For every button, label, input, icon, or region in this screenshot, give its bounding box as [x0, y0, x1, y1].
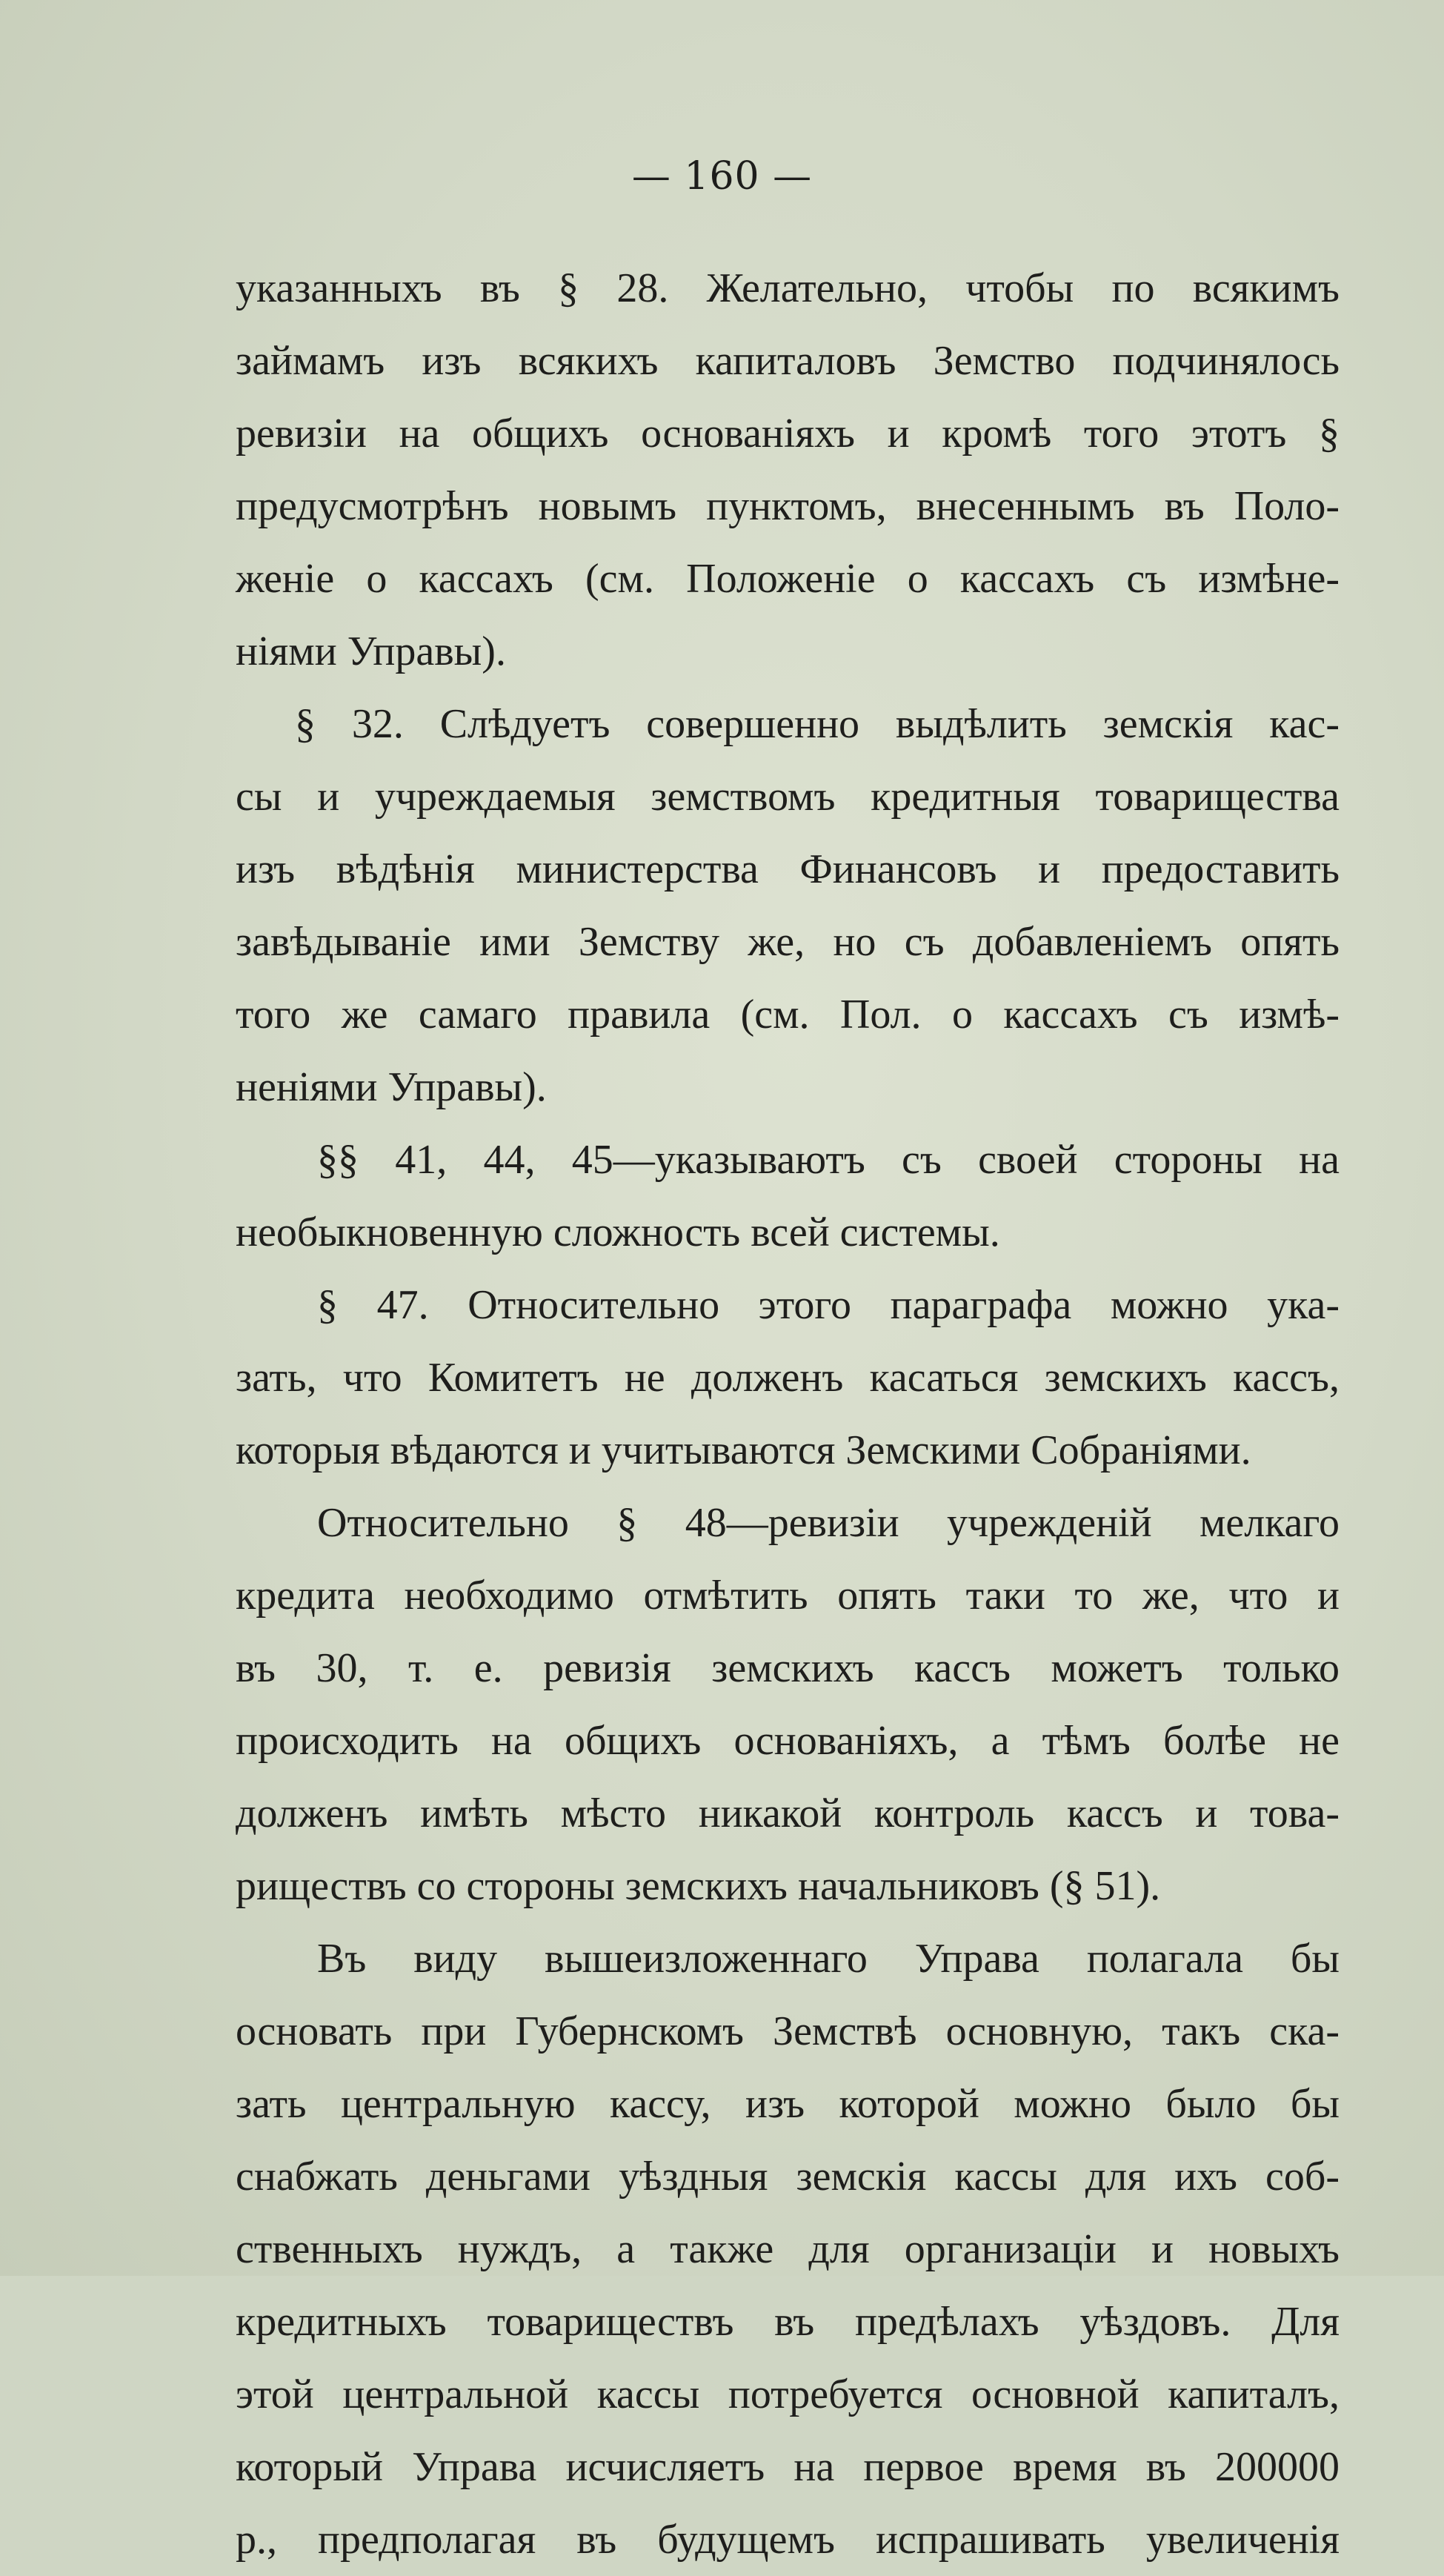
text-line: въ 30, т. е. ревизія земскихъ кассъ можетъ только	[236, 1645, 1340, 1691]
body-text	[236, 252, 1340, 2576]
text-line: §§ 41, 44, 45—указываютъ съ своей стороны на	[317, 1137, 1340, 1183]
text-line: женіе о кассахъ (см. Положеніе о кассахъ съ измѣне-	[236, 556, 1340, 602]
text-line: зать, что Комитетъ не долженъ касаться земскихъ кассъ,	[236, 1355, 1340, 1401]
text-line: указанныхъ въ § 28. Желательно, чтобы по всякимъ	[236, 265, 1340, 311]
text-line: зать центральную кассу, изъ которой можно было бы	[236, 2081, 1340, 2127]
text-line: происходить на общихъ основаніяхъ, а тѣмъ болѣе не	[236, 1718, 1340, 1764]
text-line: кредитныхъ товариществъ въ предѣлахъ уѣздовъ. Для	[236, 2299, 1340, 2345]
text-line: долженъ имѣть мѣсто никакой контроль кассъ и това-	[236, 1790, 1340, 1836]
text-line: Въ виду вышеизложеннаго Управа полагала бы	[317, 1936, 1340, 1982]
text-line: кредита необходимо отмѣтить опять таки то же, что и	[236, 1573, 1340, 1619]
text-line: которыя вѣдаются и учитываются Земскими Собраніями.	[236, 1427, 1251, 1473]
text-line: этой центральной кассы потребуется основной капиталъ,	[236, 2371, 1340, 2417]
text-line: сы и учреждаемыя земствомъ кредитныя товарищества	[236, 774, 1340, 820]
text-line: неніями Управы).	[236, 1064, 547, 1110]
text-line: риществъ со стороны земскихъ начальниковъ (§ 51).	[236, 1863, 1161, 1909]
text-line: основать при Губернскомъ Земствѣ основную, такъ ска-	[236, 2008, 1340, 2054]
text-line: ственныхъ нуждъ, а также для организаціи и новыхъ	[236, 2226, 1340, 2272]
page-number: — 160 —	[631, 154, 813, 199]
text-line: § 32. Слѣдуетъ совершенно выдѣлить земскія кас-	[295, 701, 1340, 747]
text-line: необыкновенную сложность всей системы.	[236, 1209, 1000, 1255]
text-line: р., предполагая въ будущемъ испрашивать увеличенія	[236, 2517, 1340, 2563]
text-line: ревизіи на общихъ основаніяхъ и кромѣ того этотъ §	[236, 411, 1340, 457]
text-line: предусмотрѣнъ новымъ пунктомъ, внесеннымъ въ Поло-	[236, 483, 1340, 529]
text-line: ніями Управы).	[236, 628, 506, 674]
text-line: займамъ изъ всякихъ капиталовъ Земство подчинялось	[236, 338, 1340, 384]
text-line: снабжать деньгами уѣздныя земскія кассы для ихъ соб-	[236, 2154, 1340, 2200]
text-line: завѣдываніе ими Земству же, но съ добавленіемъ опять	[236, 919, 1340, 965]
text-line: того же самаго правила (см. Пол. о кассахъ съ измѣ-	[236, 992, 1340, 1038]
text-line: который Управа исчисляетъ на первое время въ 200000	[236, 2444, 1340, 2490]
text-line: § 47. Относительно этого параграфа можно ука-	[317, 1282, 1340, 1328]
text-line: Относительно § 48—ревизіи учрежденій мелкаго	[317, 1500, 1340, 1546]
text-line: изъ вѣдѣнія министерства Финансовъ и предоставить	[236, 846, 1340, 892]
